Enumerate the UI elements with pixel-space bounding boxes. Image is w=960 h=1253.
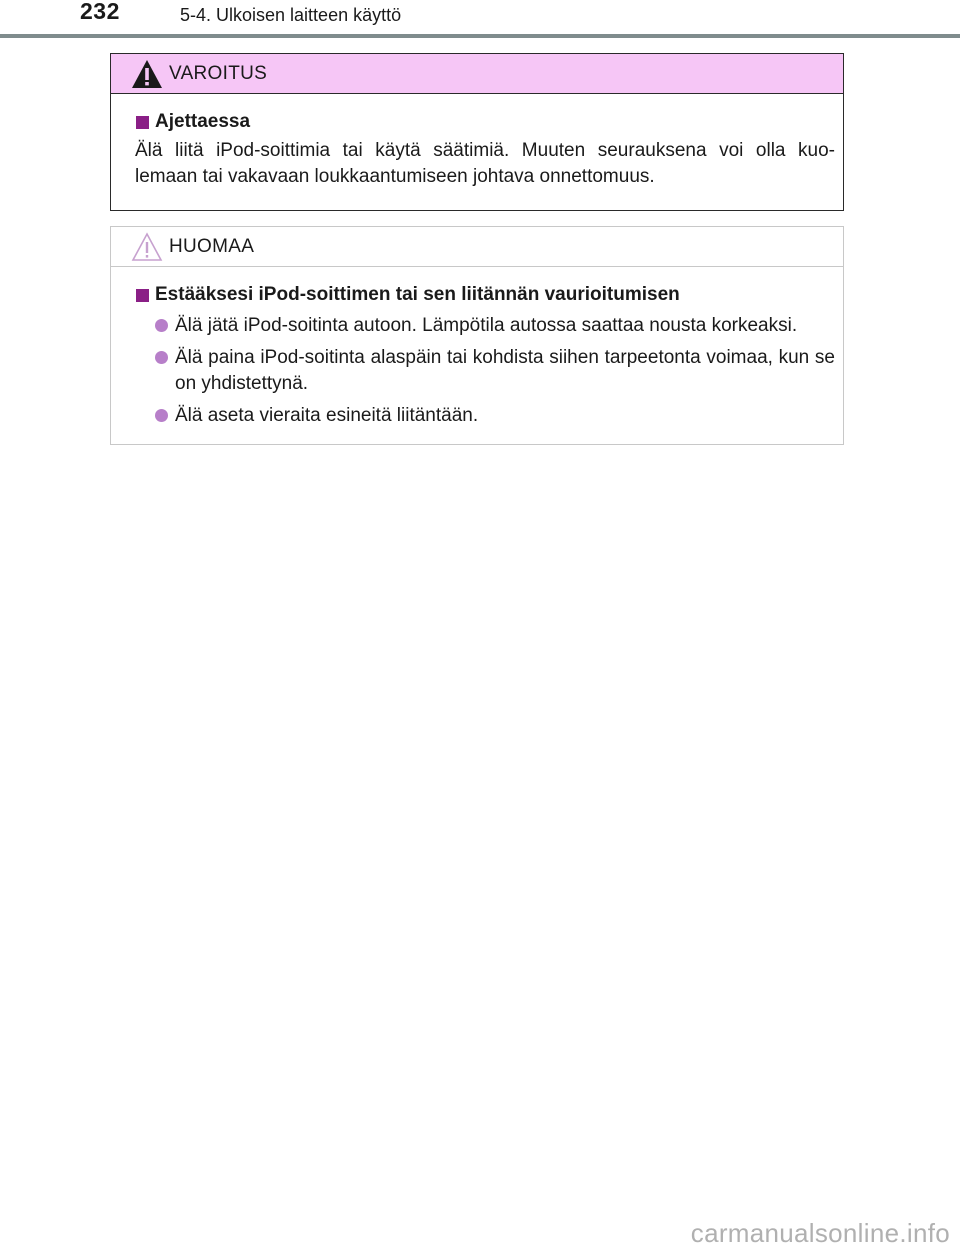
square-bullet-icon [136, 289, 149, 302]
list-item-text: Älä jätä iPod-soitinta autoon. Lämpötila autossa saattaa nousta korkeaksi. [175, 315, 798, 336]
notice-box-body [111, 267, 843, 429]
header-rule [0, 34, 960, 38]
page-header [0, 0, 960, 40]
notice-box [110, 226, 844, 445]
warning-triangle-icon [130, 58, 164, 90]
page-number: 232 [80, 0, 120, 24]
notice-box-header [111, 227, 843, 267]
warning-box [110, 53, 844, 211]
caution-triangle-outline-icon [130, 231, 164, 263]
warning-box-body [111, 94, 843, 190]
warning-subhead-text: Ajettaessa [155, 111, 251, 132]
notice-label: HUOMAA [169, 236, 255, 257]
warning-label: VAROITUS [169, 63, 268, 84]
warning-box-header [111, 54, 843, 94]
footer-watermark: carmanualsonline.info [690, 1218, 950, 1248]
section-title: 5-4. Ulkoisen laitteen käyttö [180, 5, 402, 25]
warning-text-line: Älä liitä iPod-soittimia tai käytä säätimiä. Muuten seurauksena voi olla kuo- [135, 140, 835, 161]
warning-subhead [136, 110, 835, 134]
list-item-text: Älä paina iPod-soitinta alaspäin tai kohdista siihen tarpeetonta voimaa, kun se on yhdistettynä. [175, 347, 835, 394]
warning-text-line: lemaan tai vakavaan loukkaantumiseen johtava onnettomuus. [135, 166, 655, 187]
notice-subhead-text: Estääksesi iPod-soittimen tai sen liitännän vaurioitumisen [155, 284, 680, 305]
list-item [155, 403, 835, 429]
round-bullet-icon [155, 319, 168, 332]
list-item [155, 345, 835, 397]
warning-text [135, 138, 835, 190]
list-item-text: Älä aseta vieraita esineitä liitäntään. [175, 405, 479, 426]
square-bullet-icon [136, 116, 149, 129]
notice-list [136, 313, 835, 429]
round-bullet-icon [155, 409, 168, 422]
list-item [155, 313, 835, 339]
round-bullet-icon [155, 351, 168, 364]
notice-subhead [136, 283, 835, 307]
